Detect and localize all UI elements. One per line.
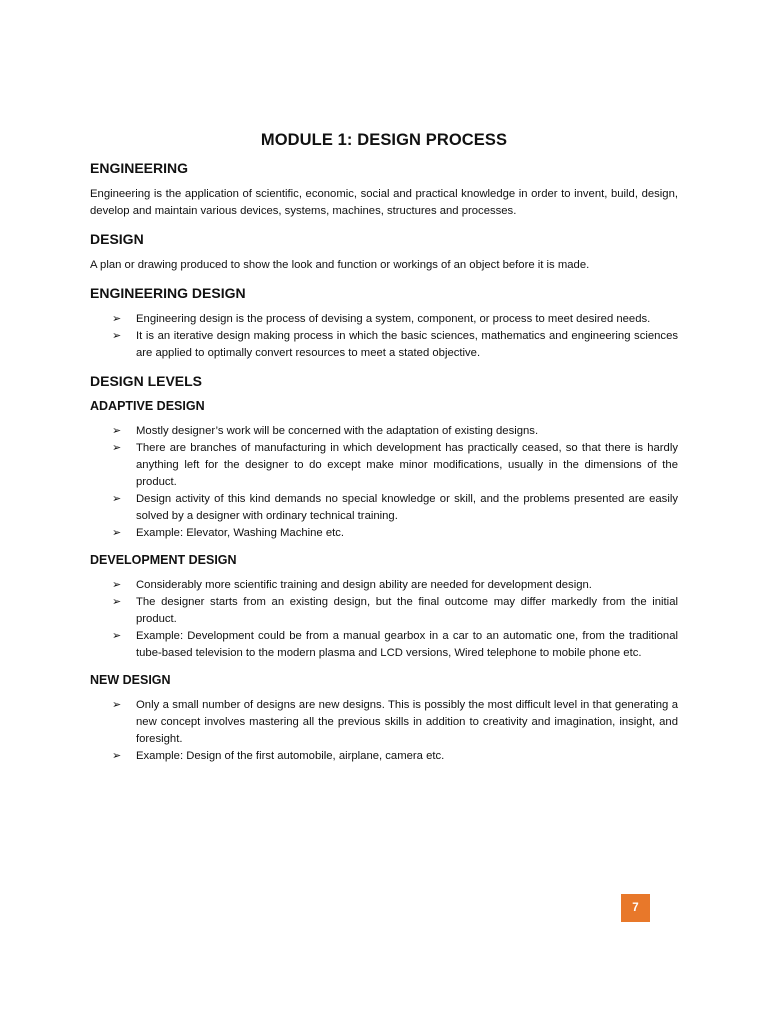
arrowhead-bullet-icon: ➢ <box>112 750 122 762</box>
arrowhead-bullet-icon: ➢ <box>112 493 122 505</box>
list-item-text: Example: Design of the first automobile, airplane, camera etc. <box>136 750 445 762</box>
list-item-text: Considerably more scientific training and design ability are needed for development design. <box>136 579 592 591</box>
arrowhead-bullet-icon: ➢ <box>112 313 122 325</box>
module-title: MODULE 1: DESIGN PROCESS <box>260 131 508 149</box>
arrowhead-bullet-icon: ➢ <box>112 425 122 437</box>
arrowhead-bullet-icon: ➢ <box>112 630 122 642</box>
arrowhead-bullet-icon: ➢ <box>112 527 122 539</box>
heading-adaptive-design: ADAPTIVE DESIGN <box>90 399 205 413</box>
engineering-design-list <box>90 311 678 362</box>
page-number-badge: 7 <box>621 894 650 922</box>
list-item-text: Engineering design is the process of devising a system, component, or process to meet desired needs. <box>136 313 651 325</box>
list-item <box>112 423 678 440</box>
list-item <box>112 491 678 525</box>
list-item <box>112 311 678 328</box>
adaptive-design-list <box>90 423 678 542</box>
heading-engineering: ENGINEERING <box>90 160 189 176</box>
list-item <box>112 697 678 748</box>
arrowhead-bullet-icon: ➢ <box>112 330 122 342</box>
list-item-text: It is an iterative design making process in which the basic sciences, mathematics and engineering sciences are applied to optimally convert resources to meet a stated objective. <box>136 330 678 359</box>
list-item <box>112 525 678 542</box>
document-page <box>90 131 678 776</box>
list-item-text: Example: Development could be from a manual gearbox in a car to an automatic one, from the traditional tube-based television to the modern plasma and LCD versions, Wired telephone to mobile phone etc. <box>136 630 678 659</box>
heading-design: DESIGN <box>90 231 144 247</box>
heading-design-levels: DESIGN LEVELS <box>90 373 203 389</box>
list-item <box>112 748 678 765</box>
list-item <box>112 328 678 362</box>
list-item-text: Mostly designer’s work will be concerned with the adaptation of existing designs. <box>136 425 539 437</box>
new-design-list <box>90 697 678 765</box>
arrowhead-bullet-icon: ➢ <box>112 442 122 454</box>
heading-development-design: DEVELOPMENT DESIGN <box>90 553 237 567</box>
arrowhead-bullet-icon: ➢ <box>112 596 122 608</box>
list-item <box>112 440 678 491</box>
development-design-list <box>90 577 678 662</box>
paragraph-design: A plan or drawing produced to show the look and function or workings of an object before it is made. <box>90 259 590 271</box>
arrowhead-bullet-icon: ➢ <box>112 579 122 591</box>
list-item <box>112 594 678 628</box>
list-item-text: Design activity of this kind demands no special knowledge or skill, and the problems presented are easily solved by a designer with ordinary technical training. <box>136 493 678 522</box>
list-item <box>112 577 678 594</box>
heading-engineering-design: ENGINEERING DESIGN <box>90 285 246 301</box>
paragraph-engineering: Engineering is the application of scientific, economic, social and practical knowledge in order to invent, build, design, develop and maintain various devices, systems, machines, structures and processes. <box>90 188 678 217</box>
list-item-text: Only a small number of designs are new designs. This is possibly the most difficult level in that generating a new concept involves mastering all the previous skills in addition to creativity and imagination, insight, and foresight. <box>136 699 678 745</box>
list-item-text: Example: Elevator, Washing Machine etc. <box>136 527 345 539</box>
list-item-text: There are branches of manufacturing in which development has practically ceased, so that there is hardly anything left for the designer to do except make minor modifications, usually in the dimensions of the product. <box>136 442 678 488</box>
list-item-text: The designer starts from an existing design, but the final outcome may differ markedly from the initial product. <box>136 596 678 625</box>
arrowhead-bullet-icon: ➢ <box>112 699 122 711</box>
list-item <box>112 628 678 662</box>
heading-new-design: NEW DESIGN <box>90 673 171 687</box>
